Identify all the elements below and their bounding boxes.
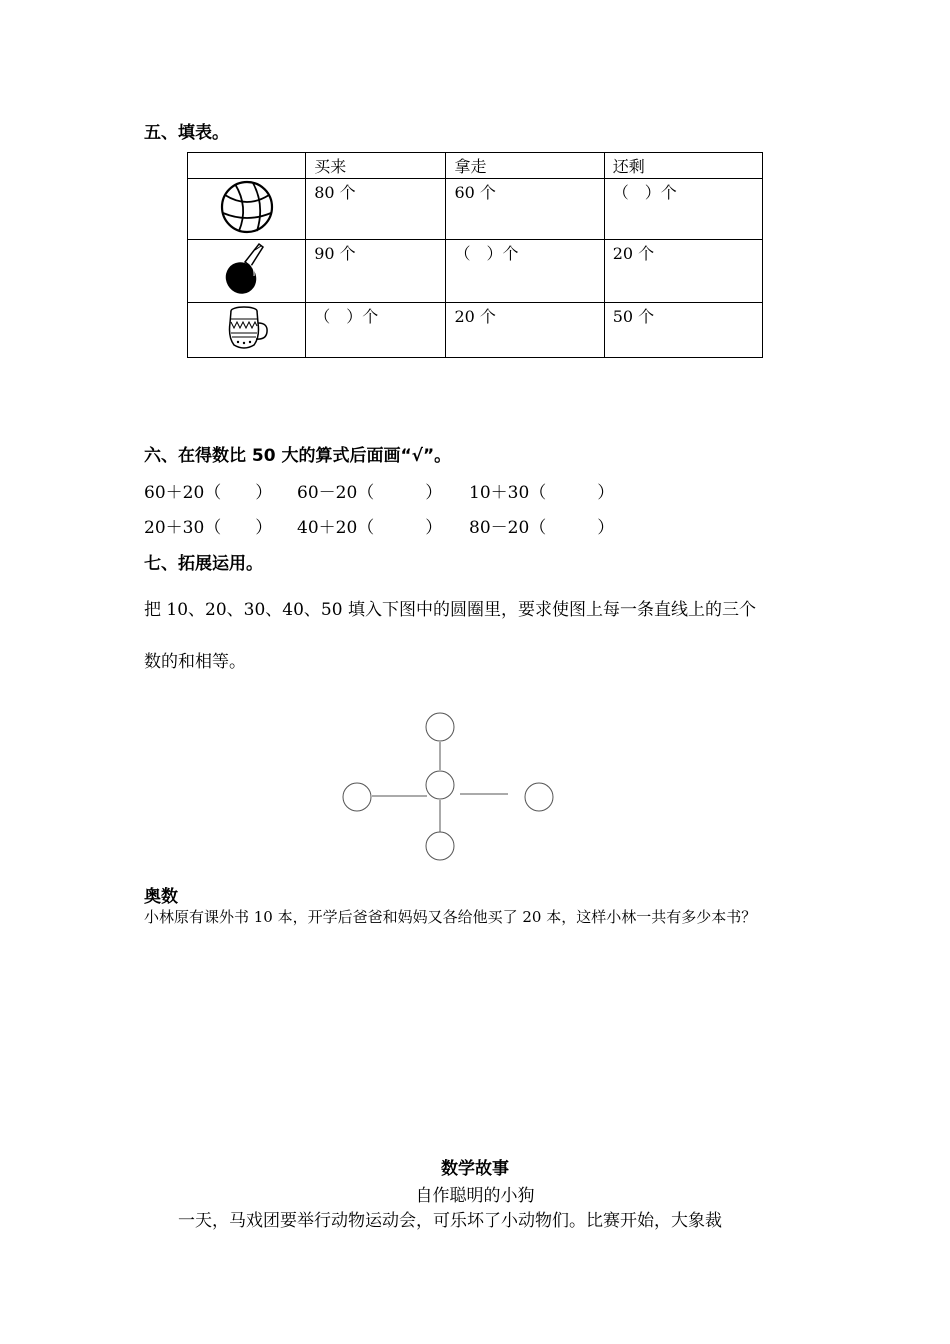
expression: 60－20（ ） xyxy=(297,483,443,503)
table-cell: 20 个 xyxy=(604,240,762,303)
table-header-cell: 买来 xyxy=(306,153,446,179)
basketball-icon xyxy=(217,179,277,235)
blank-circle xyxy=(426,713,454,741)
cup-icon xyxy=(222,303,272,353)
table-row xyxy=(188,240,763,303)
table-header-cell xyxy=(188,153,306,179)
table-cell: （ ）个 xyxy=(446,240,604,303)
table-cell: 60 个 xyxy=(446,179,604,240)
expression: 10＋30（ ） xyxy=(469,483,615,503)
table-cell: 80 个 xyxy=(306,179,446,240)
expression: 60＋20（ ） xyxy=(144,483,273,503)
circle-diagram xyxy=(330,700,570,870)
table-header-cell: 拿走 xyxy=(446,153,604,179)
table-cell: （ ）个 xyxy=(604,179,762,240)
table-cell: 20 个 xyxy=(446,303,604,358)
section6-title: 六、在得数比 50 大的算式后面画“√”。 xyxy=(144,446,452,466)
table-header-row xyxy=(188,153,763,179)
ping-pong-paddle-icon xyxy=(217,240,277,298)
olympiad-title: 奥数 xyxy=(144,887,178,907)
story-first-line: 一天，马戏团要举行动物运动会，可乐坏了小动物们。比赛开始，大象裁 xyxy=(178,1211,722,1231)
table-cell: 90 个 xyxy=(306,240,446,303)
story-heading: 数学故事 xyxy=(441,1159,509,1179)
olympiad-question: 小林原有课外书 10 本，开学后爸爸和妈妈又各给他买了 20 本，这样小林一共有多少本书？ xyxy=(144,908,757,926)
expression: 80－20（ ） xyxy=(469,518,615,538)
blank-circle xyxy=(343,783,371,811)
table-row xyxy=(188,303,763,358)
table-row xyxy=(188,179,763,240)
section7-instruction-line1: 把 10、20、30、40、50 填入下图中的圆圈里，要求使图上每一条直线上的三个 xyxy=(144,600,756,620)
table-cell: 50 个 xyxy=(604,303,762,358)
expression: 20＋30（ ） xyxy=(144,518,273,538)
blank-circle xyxy=(525,783,553,811)
section7-instruction-line2: 数的和相等。 xyxy=(144,652,246,672)
table-header-cell: 还剩 xyxy=(604,153,762,179)
expression: 40＋20（ ） xyxy=(297,518,443,538)
story-subtitle: 自作聪明的小狗 xyxy=(415,1186,535,1206)
fill-in-table xyxy=(187,152,763,358)
blank-circle xyxy=(426,771,454,799)
section5-title: 五、填表。 xyxy=(144,123,229,143)
blank-circle xyxy=(426,832,454,860)
section7-title: 七、拓展运用。 xyxy=(144,554,263,574)
table-cell: （ ）个 xyxy=(306,303,446,358)
